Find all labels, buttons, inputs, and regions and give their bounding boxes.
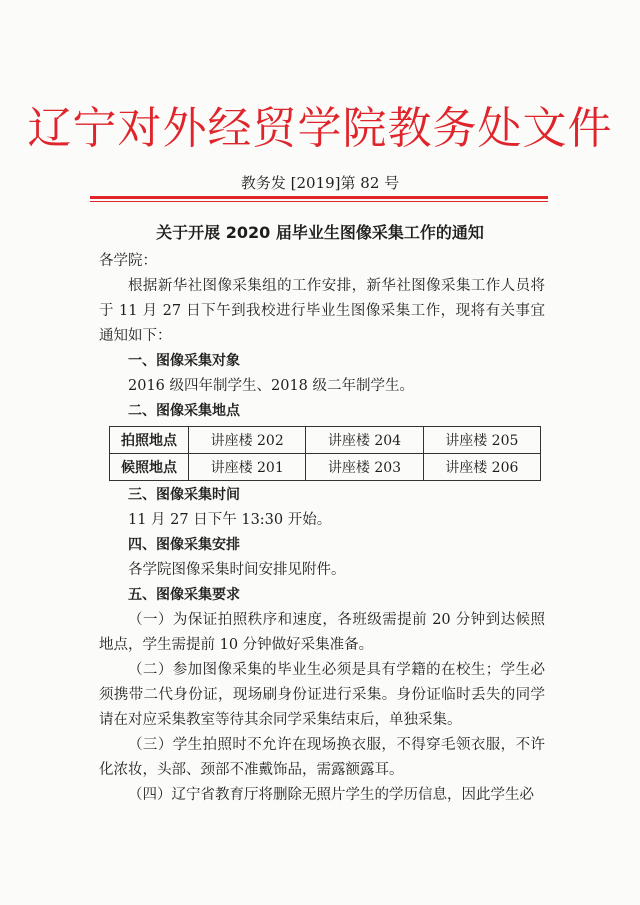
section-text-4: 各学院图像采集时间安排见附件。 [128, 562, 346, 578]
section-heading-5: 五、图像采集要求 [128, 587, 240, 603]
document-number: 教务发 [2019]第 82 号 [240, 174, 400, 192]
table-cell: 讲座楼 203 [306, 454, 423, 481]
red-divider-thin [90, 201, 548, 202]
requirement-item-2: （二）参加图像采集的毕业生必须是具有学籍的在校生；学生必须携带二代身份证，现场刷身份证进行采集。身份证临时丢失的同学请在对应采集教室等待其余同学采集结束后，单独采集。 [99, 662, 545, 728]
section-heading-3: 三、图像采集时间 [128, 487, 240, 503]
section-text-1: 2016 级四年制学生、2018 级二年制学生。 [128, 378, 415, 394]
table-cell: 讲座楼 201 [189, 454, 306, 481]
requirement-item-4: （四）辽宁省教育厅将删除无照片学生的学历信息，因此学生必 [128, 787, 534, 803]
table-cell: 讲座楼 204 [306, 427, 423, 454]
document-header-title: 辽宁对外经贸学院教务处文件 [27, 103, 613, 154]
section-heading-1: 一、图像采集对象 [128, 353, 240, 369]
requirement-item-1: （一）为保证拍照秩序和速度，各班级需提前 20 分钟到达候照地点，学生需提前 10 分钟做好采集准备。 [99, 612, 545, 653]
table-cell: 讲座楼 206 [423, 454, 540, 481]
requirement-item-3: （三）学生拍照时不允许在现场换衣服，不得穿毛领衣服，不许化浓妆，头部、颈部不准戴饰品，需露额露耳。 [99, 737, 545, 778]
table-row-label: 候照地点 [110, 454, 189, 481]
intro-paragraph: 根据新华社图像采集组的工作安排，新华社图像采集工作人员将于 11 月 27 日下午到我校进行毕业生图像采集工作，现将有关事宜通知如下： [99, 278, 545, 344]
table-row [110, 454, 541, 481]
section-heading-2: 二、图像采集地点 [128, 403, 240, 419]
notice-title: 关于开展 2020 届毕业生图像采集工作的通知 [156, 223, 484, 242]
table-row-label: 拍照地点 [110, 427, 189, 454]
table-row [110, 427, 541, 454]
section-text-3: 11 月 27 日下午 13:30 开始。 [128, 512, 332, 528]
notice-body [99, 249, 545, 808]
table-cell: 讲座楼 202 [189, 427, 306, 454]
location-table [109, 426, 541, 481]
salutation: 各学院： [99, 253, 157, 269]
section-heading-4: 四、图像采集安排 [128, 537, 240, 553]
red-divider [90, 196, 548, 199]
table-cell: 讲座楼 205 [423, 427, 540, 454]
